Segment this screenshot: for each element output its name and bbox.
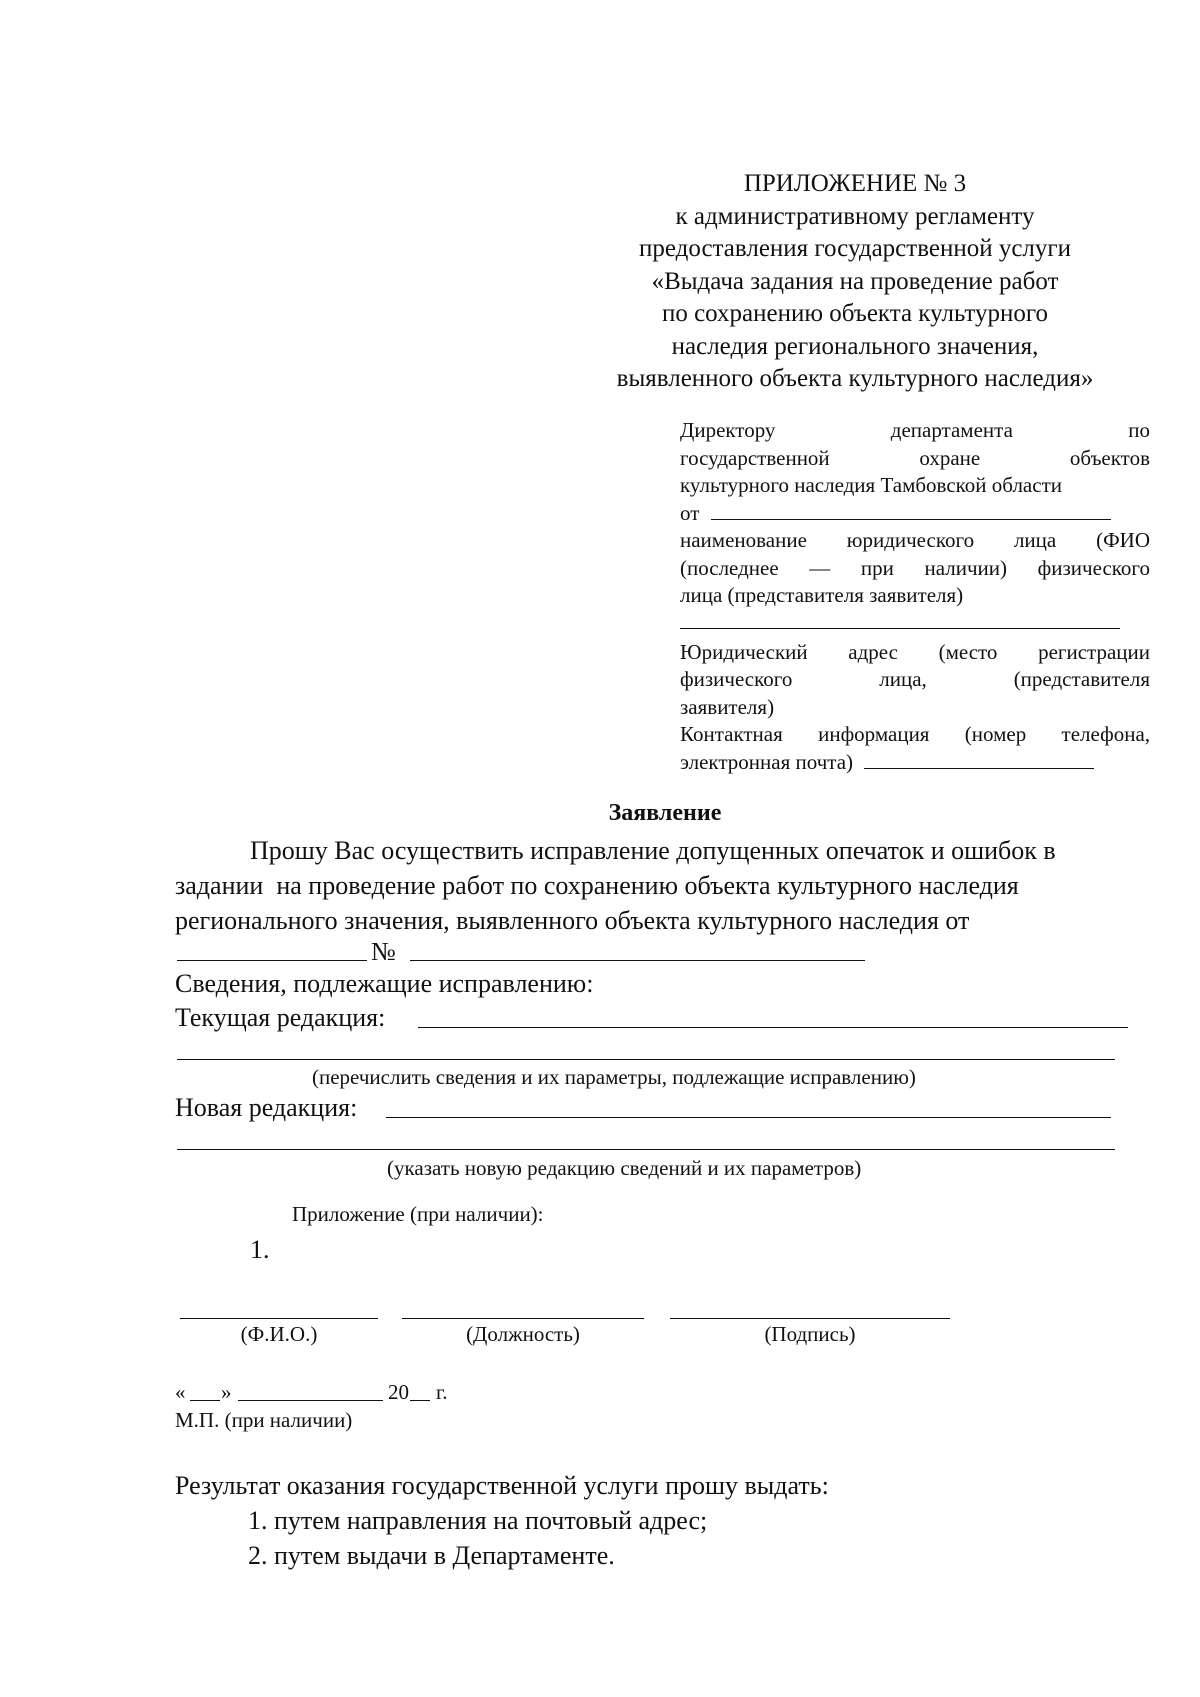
stamp-label: М.П. (при наличии) [175,1408,353,1432]
task-number-line[interactable] [410,960,865,961]
address-hint-line: физического лица, (представителя [680,667,1151,691]
statement-title: Заявление [608,800,722,826]
fio-input-line[interactable] [180,1318,378,1319]
info-label: Сведения, подлежащие исправлению: [175,969,594,998]
statement-paragraph [175,833,1135,938]
applicant-hint-line: наименование юридического лица (ФИО [680,528,1150,552]
current-edition-hint: (перечислить сведения и их параметры, подлежащие исправлению) [312,1065,916,1089]
date-year-suffix: г. [436,1380,448,1404]
attachment-label: Приложение (при наличии): [292,1202,544,1226]
position-label: (Должность) [466,1322,580,1346]
task-date-line[interactable] [177,960,367,961]
result-option-mail: 1. путем направления на почтовый адрес; [248,1506,708,1535]
addressee-line: Директору департамента по [680,418,1150,442]
signature-input-line[interactable] [670,1318,950,1319]
addressee-block [680,417,1150,776]
from-label: от [680,500,700,525]
date-year-prefix: 20 [388,1380,409,1404]
position-input-line[interactable] [402,1318,644,1319]
paragraph-line: задании на проведение работ по сохранению объекта культурного наследия [175,871,1019,900]
appendix-line: «Выдача задания на проведение работ [651,267,1059,295]
from-line [680,500,1150,528]
appendix-header [560,168,1150,396]
new-edition-hint: (указать новую редакцию сведений и их параметров) [387,1156,862,1180]
attachment-item: 1. [250,1235,270,1264]
signature-label: (Подпись) [764,1322,856,1346]
from-input-line[interactable] [711,518,1111,520]
new-edition-input-line-2[interactable] [177,1149,1115,1150]
appendix-line: предоставления государственной услуги [638,235,1072,262]
date-open-quote: « [175,1380,186,1404]
result-option-department: 2. путем выдачи в Департаменте. [248,1541,615,1570]
address-hint-line: заявителя) [680,694,775,719]
date-day-line[interactable] [190,1400,220,1401]
current-edition-input-line-2[interactable] [177,1059,1115,1060]
appendix-line: выявленного объекта культурного наследия» [616,365,1094,392]
date-year-line[interactable] [410,1400,430,1401]
appendix-line: к административному регламенту [675,202,1035,230]
appendix-line: по сохранению объекта культурного [661,300,1049,327]
addressee-line: государственной охране объектов [680,445,1150,470]
paragraph-line: регионального значения, выявленного объекта культурного наследия от [175,906,970,935]
paragraph-line: Прошу Вас осуществить исправление допущенных опечаток и ошибок в [250,836,1056,865]
contact-hint-line: Контактная информация (номер телефона, [680,722,1151,746]
address-input-line[interactable] [680,628,1120,629]
contact-input-line[interactable] [864,767,1094,769]
number-sign: № [371,937,396,966]
contact-line: электронная почта) [680,749,1150,777]
current-edition-input-line[interactable] [418,1027,1128,1028]
applicant-hint-line: (последнее — при наличии) физического [680,555,1150,580]
appendix-title: ПРИЛОЖЕНИЕ № 3 [743,170,967,197]
applicant-hint-line: лица (представителя заявителя) [680,583,964,607]
result-label: Результат оказания государственной услуги прошу выдать: [175,1471,829,1500]
current-edition-label: Текущая редакция: [175,1003,386,1032]
address-hint-line: Юридический адрес (место регистрации [680,639,1151,664]
new-edition-input-line[interactable] [386,1117,1111,1118]
new-edition-label: Новая редакция: [175,1093,358,1122]
addressee-line: культурного наследия Тамбовской области [680,473,1062,497]
date-month-line[interactable] [238,1400,383,1401]
appendix-line: наследия регионального значения, [671,332,1039,360]
fio-label: (Ф.И.О.) [240,1322,318,1346]
date-close-quote: » [221,1380,232,1404]
